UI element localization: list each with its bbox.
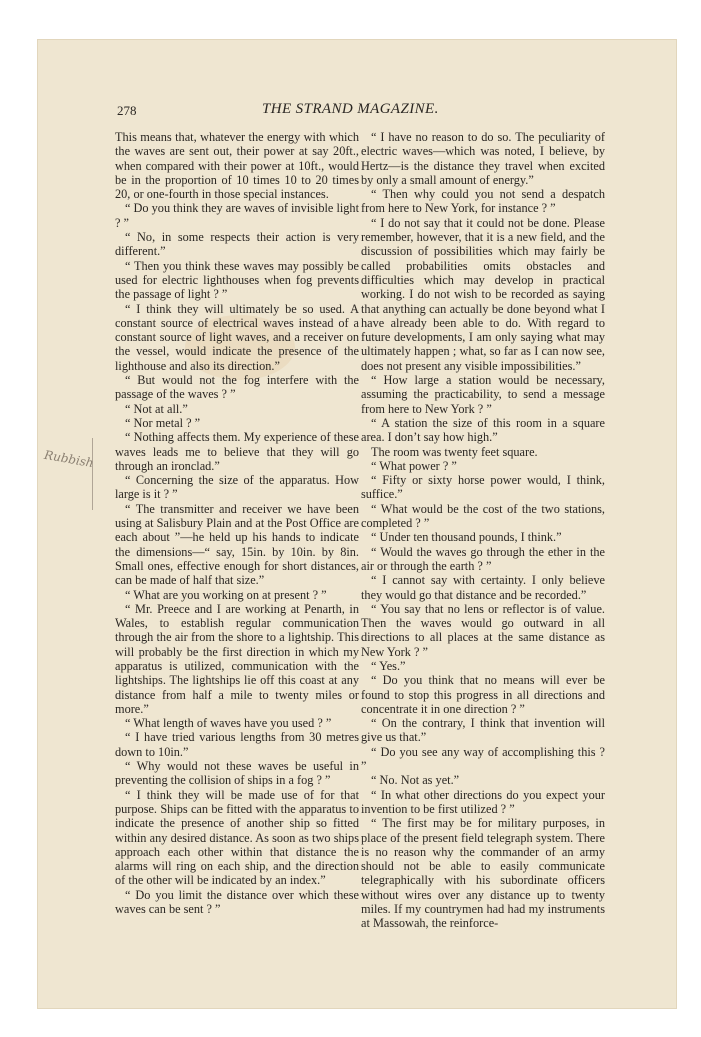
right-column [361, 130, 605, 931]
paragraph: “ What power ? ” [371, 458, 457, 473]
paragraph: “ Nothing affects them. My experience of these waves leads me to believe that they will go through an ironclad.” [115, 430, 359, 473]
paragraph: “ What would be the cost of the two stations, completed ? ” [361, 501, 605, 531]
paragraph: “ In what other directions do you expect your invention to be first utilized ? ” [361, 787, 605, 816]
paragraph: “ Under ten thousand pounds, I think.” [371, 530, 562, 545]
paragraph: “ I have no reason to do so. The peculiarity of electric waves—which was noted, I believe, by Hertz—is the distance they travel when excited by only a small amount of energy.” [361, 130, 605, 187]
paragraph: The room was twenty feet square. [371, 444, 538, 459]
paragraph: This means that, whatever the energy with which the waves are sent out, their power at say 20ft., when compared with their power at 10ft., would be in the proportion of 10 times 10 to 20 times 20, or one-fourth in those special instances. [115, 130, 359, 202]
paragraph: “ Yes.” [371, 658, 406, 673]
paragraph: “ The transmitter and receiver we have been using at Salisbury Plain and at the Post Office are each about ”—he held up his hands to indicate the dimensions—“ say, 15in. by 10in. by 8in. Small ones, effective enough for short distances, can be made of half that size.” [115, 501, 359, 588]
paragraph: “ I think they will ultimately be so used. A constant source of electrical waves instead of a constant source of light waves, and a receiver on the vessel, would indicate the presence of the lighthouse and also its direction.” [115, 301, 359, 373]
paragraph: “ Would the waves go through the ether in the air or through the earth ? ” [361, 544, 605, 573]
paragraph: “ A station the size of this room in a square area. I don’t say how high.” [361, 415, 605, 445]
paragraph: “ The first may be for military purposes, in place of the present field telegraph system. There is no reason why the commander of an army should not be able to easily communicate telegraphically with his subordinate officers without wires over any distance up to twenty miles. If my countrymen had had my instruments at Massowah, the reinforce- [361, 816, 605, 931]
paragraph: “ I do not say that it could not be done. Please remember, however, that it is a new field, and the discussion of possibilities which may fairly be called probabilities omits obstacles and difficulties which may develop in practical working. I do not wish to be recorded as saying that anything can actually be done beyond what I have already been able to do. With regard to future developments, I am only saying what may ultimately happen ; what, so far as I can now see, does not present any visible impossibilities.” [361, 215, 605, 373]
paragraph: “ What are you working on at present ? ” [125, 587, 327, 602]
paragraph: “ Nor metal ? ” [125, 415, 201, 430]
paragraph: “ Fifty or sixty horse power would, I think, suffice.” [361, 473, 605, 502]
left-column [115, 130, 359, 916]
paragraph: “ Then you think these waves may possibly be used for electric lighthouses when fog prevents the passage of light ? ” [115, 258, 359, 302]
paragraph: “ I think they will be made use of for that purpose. Ships can be fitted with the apparatus to indicate the presence of another ship so fitted within any desired distance. As soon as two ships approach each other within that distance the alarms will ring on each ship, and the direction of the other will be indicated by an index.” [115, 787, 359, 888]
page-number: 278 [117, 103, 137, 118]
paragraph: “ Concerning the size of the apparatus. How large is it ? ” [115, 473, 359, 502]
paragraph: “ Do you limit the distance over which these waves can be sent ? ” [115, 887, 359, 917]
paragraph: “ You say that no lens or reflector is of value. Then the waves would go outward in all directions to all places at the same distance as New York ? ” [361, 601, 605, 659]
paragraph: “ How large a station would be necessary, assuming the practicability, to send a message from here to New York ? ” [361, 373, 605, 416]
paragraph: “ But would not the fog interfere with the passage of the waves ? ” [115, 373, 359, 402]
paragraph: “ Do you think that no means will ever be found to stop this progress in all directions and concentrate it in one direction ? ” [361, 673, 605, 716]
paragraph: “ Mr. Preece and I are working at Penarth, in Wales, to establish regular communication through the air from the shore to a lightship. This will probably be the first direction in which my apparatus is utilized, communication with the lightships. The lightships lie off this coast at any distance from half a mile to twenty miles or more.” [115, 601, 359, 716]
margin-mark-line [92, 438, 93, 510]
paragraph: “ Do you think they are waves of invisible light ? ” [115, 201, 359, 230]
running-title: THE STRAND MAGAZINE. [262, 101, 439, 117]
paragraph: “ What length of waves have you used ? ” [125, 716, 332, 731]
paragraph: “ Not at all.” [125, 401, 188, 416]
paragraph: “ No. Not as yet.” [371, 773, 460, 788]
paragraph: “ I have tried various lengths from 30 metres down to 10in.” [115, 730, 359, 759]
paragraph: “ On the contrary, I think that invention will give us that.” [361, 716, 605, 745]
paragraph: “ No, in some respects their action is very different.” [115, 230, 359, 259]
handwritten-margin-note: Rubbish [43, 447, 95, 471]
paragraph: “ Do you see any way of accomplishing this ? ” [361, 744, 605, 774]
paragraph: “ I cannot say with certainty. I only believe they would go that distance and be recorded.” [361, 573, 605, 602]
paragraph: “ Why would not these waves be useful in preventing the collision of ships in a fog ? ” [115, 759, 359, 788]
paragraph: “ Then why could you not send a despatch from here to New York, for instance ? ” [361, 187, 605, 216]
